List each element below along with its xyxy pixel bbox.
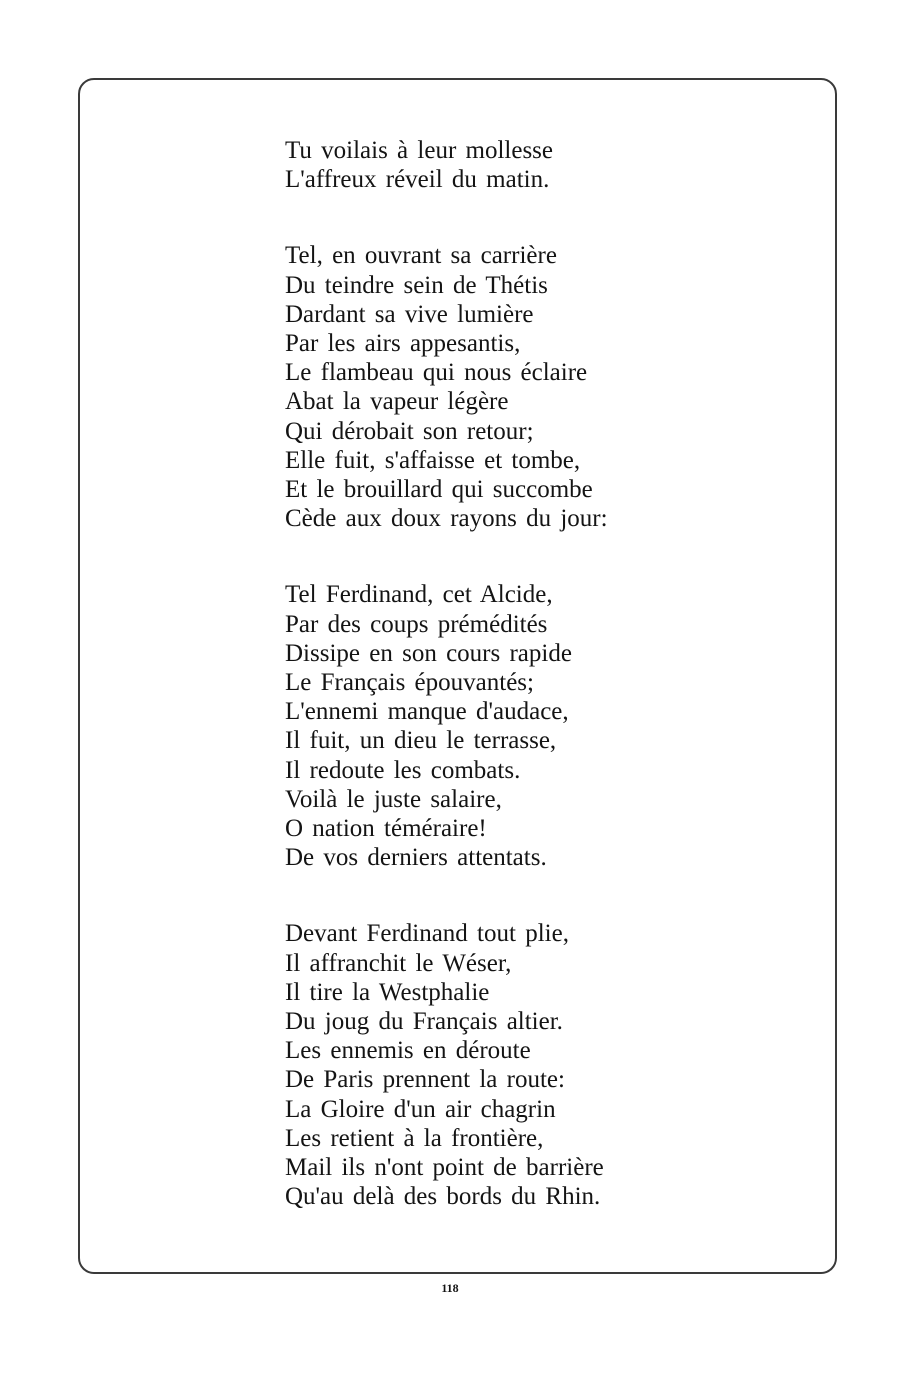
poem-line: Dissipe en son cours rapide [285,639,572,667]
poem-line: Du joug du Français altier. [285,1008,563,1036]
poem-line: Par des coups prémédités [285,610,548,638]
poem-line: Devant Ferdinand tout plie, [285,920,569,948]
page-number: 118 [441,1281,459,1295]
stanza-1 [285,136,705,194]
poem-line: Les ennemis en déroute [285,1037,531,1065]
poem-line: Il tire la Westphalie [285,978,490,1006]
poem-line: Elle fuit, s'affaisse et tombe, [285,446,581,474]
poem-line: Par les airs appesantis, [285,330,521,358]
poem-line: Abat la vapeur légère [285,388,509,416]
poem-line: Le Français épouvantés; [285,669,534,697]
stanza-2 [285,241,705,533]
poem-line: L'ennemi manque d'audace, [285,698,569,726]
poem-line: Il affranchit le Wéser, [285,949,512,977]
poem-line: Dardant sa vive lumière [285,300,534,328]
poem-line: L'affreux réveil du matin. [285,166,550,194]
poem-line: Du teindre sein de Thétis [285,271,548,299]
poem-line: Tel, en ouvrant sa carrière [285,242,557,270]
poem-line: De Paris prennent la route: [285,1066,565,1094]
poem-line: Mail ils n'ont point de barrière [285,1154,604,1182]
poem-line: Tu voilais à leur mollesse [285,137,554,164]
poem-line: O nation téméraire! [285,815,487,843]
stanza-3 [285,580,705,872]
poem-line: Tel Ferdinand, cet Alcide, [285,581,553,609]
poem-line: Voilà le juste salaire, [285,785,502,813]
poem-line: De vos derniers attentats. [285,844,547,872]
stanza-4 [285,919,705,1211]
poem-line: Et le brouillard qui succombe [285,476,593,504]
poem-line: Cède aux doux rayons du jour: [285,505,608,533]
poem [285,136,705,1259]
poem-line: La Gloire d'un air chagrin [285,1095,556,1123]
poem-line: Qui dérobait son retour; [285,417,534,445]
poem-line: Il fuit, un dieu le terrasse, [285,727,557,755]
poem-line: Les retient à la frontière, [285,1124,544,1152]
poem-line: Le flambeau qui nous éclaire [285,359,588,387]
poem-line: Qu'au delà des bords du Rhin. [285,1183,601,1211]
poem-line: Il redoute les combats. [285,756,521,784]
